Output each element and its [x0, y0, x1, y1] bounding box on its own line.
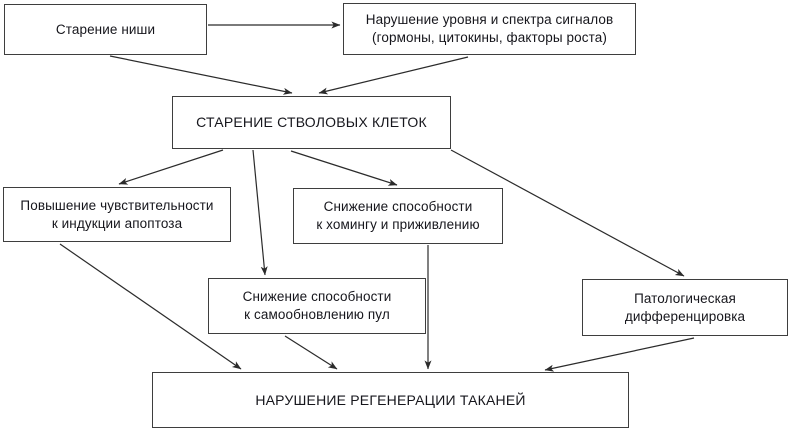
node-label-line: Нарушение уровня и спектра сигналов — [365, 12, 614, 28]
node-label-line: Снижение способности — [323, 199, 473, 215]
node-label: СТАРЕНИЕ СТВОЛОВЫХ КЛЕТОК — [196, 114, 427, 131]
node-label-line: (гормоны, цитокины, факторы роста) — [372, 30, 607, 45]
node-apoptosis-sensitivity — [3, 187, 231, 242]
node-label-line: к самообновлению пул — [244, 307, 390, 322]
node-label: Старение ниши — [55, 21, 156, 37]
node-label-line: к хомингу и приживлению — [316, 217, 480, 232]
node-label-line: дифференцировка — [624, 308, 746, 324]
edge-niche-to-stem-aging — [110, 56, 292, 93]
node-tissue-regeneration-failure — [152, 372, 629, 428]
edge-self-renewal-to-regeneration — [285, 336, 337, 369]
node-homing-decline — [293, 188, 503, 244]
edge-differentiation-to-regeneration — [545, 338, 694, 370]
edge-stem-aging-to-homing — [291, 151, 397, 185]
node-label: НАРУШЕНИЕ РЕГЕНЕРАЦИИ ТАКАНЕЙ — [255, 391, 526, 408]
node-label-line: Повышение чувствительности — [20, 197, 214, 213]
node-pathological-differentiation — [582, 279, 788, 336]
node-label-line: Патологическая — [634, 290, 736, 306]
edge-stem-aging-to-apoptosis — [119, 150, 223, 184]
edge-signals-to-stem-aging — [319, 57, 468, 93]
node-signal-disruption — [343, 3, 636, 55]
node-stem-cell-aging — [172, 96, 451, 149]
node-niche-aging — [4, 4, 207, 55]
node-self-renewal-decline — [208, 278, 426, 334]
node-label-line: Снижение способности — [242, 289, 392, 305]
node-label-line: к индукции апоптоза — [51, 215, 183, 231]
edge-stem-aging-to-self-renewal — [253, 150, 265, 275]
